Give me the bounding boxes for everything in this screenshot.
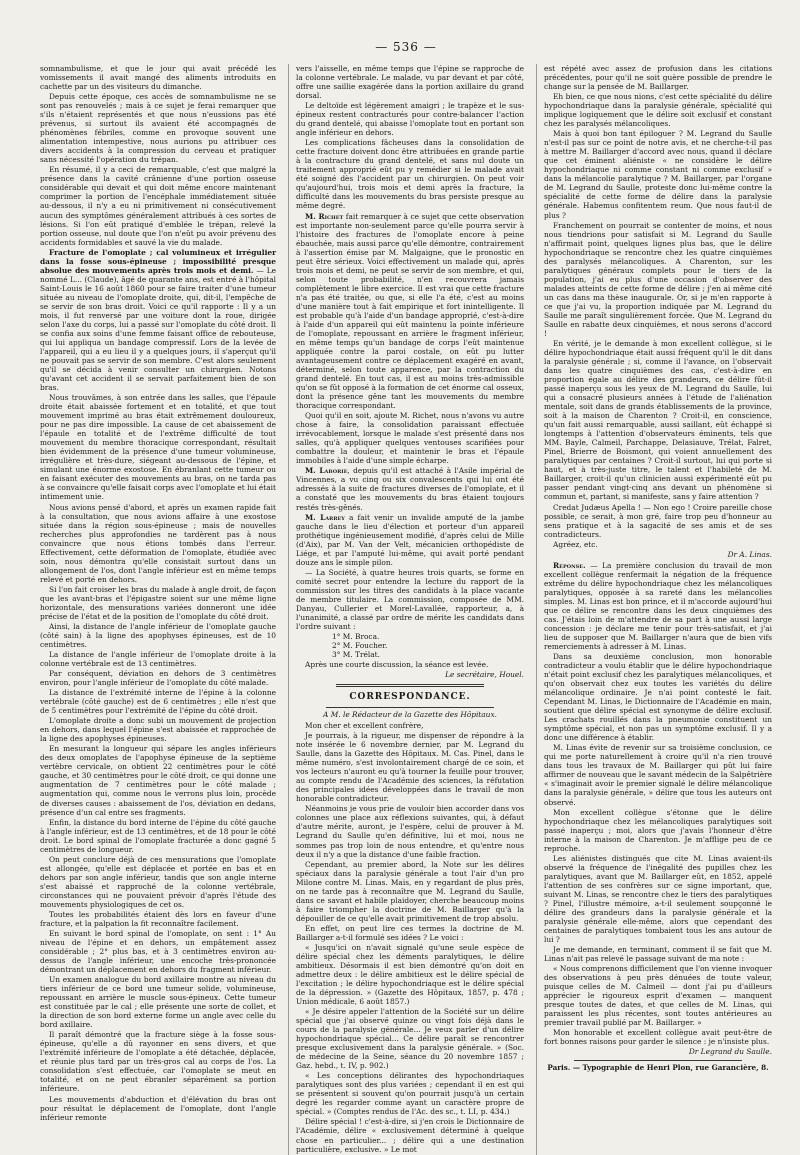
paragraph: Les mouvements d'abduction et d'élévation du bras ont pour résultat le déplacement de l'omoplate, dont l'angle inférieur remonte — [40, 1094, 276, 1122]
paragraph: La distance de l'extrémité interne de l'épine à la colonne vertébrale (côté gauche) est de 6 centimètres ; elle n'est que de 5 centimètres pour l'extrémité de l'épine du côté droit. — [40, 688, 276, 716]
paragraph: En résumé, il y a ceci de remarquable, c'est que malgré la présence dans la cavité crânienne d'une portion osseuse considérable qui devait et qui doit même encore maintenant comprimer la portion de l'encéphale immédiatement située au-dessous, il n'y a eu ni primitivement ni consécutivement aucun des symptômes généralement attribués à ces sortes de lésions. Si l'on eût pratiqué d'emblée le trépan, relevé la portion osseuse, nul doute que l'on n'eût pu avoir prévenu des accidents formidables et sauvé la vie du malade. — [40, 165, 276, 247]
paragraph-text: fait remarquer à ce sujet que cette observation est importante non-seulement parce qu'elle pourra servir à l'histoire des fractures de l'omoplate encore à peine ébauchée, mais aussi parce qu'elle démontre, contrairement à l'assertion émise par M. Malgaigne, que le pronostic en peut être sérieux. Voici effectivement un malade qui, après trois mois et demi, ne peut se servir de son membre, et qui, selon toute probabilité, n'en recouvrera jamais complètement le libre exercice. Il est vrai que cette fracture n'a pas été traitée, ou que, si elle l'a été, c'est au moins d'une manière tout à fait empirique et fort inintelligente. Il est probable qu'à l'aide d'un bandage approprié, c'est-à-dire à l'aide d'un appareil qui eût maintenu la pointe inférieure de l'omoplate, repoussant en arrière le fragment inférieur, en même temps qu'un bandage de corps l'eût maintenue appliquée contre la paroi costale, on eût pu lutter avantageusement contre ce déplacement exagéré en avant, déterminé, selon toute apparence, par la contraction du grand dentelé. En tout cas, il est au moins très-admissible qu'on se fût opposé à la formation de cet énorme cal osseux, dont la présence gêne tant les mouvements du membre thoracique correspondant. — [296, 211, 524, 411]
paragraph: Eh bien, ce que nous nions, c'est cette spécialité du délire hypochondriaque dans la paralysie générale, spécialité qui implique logiquement que le délire soit exclusif et constant chez les paralysés mélancoliques. — [544, 92, 772, 129]
paragraph: Néanmoins je vous prie de vouloir bien accorder dans vos colonnes une place aux réflexions suivantes, qui, à défaut d'autre mérite, auront, je l'espère, celui de prouver à M. Legrand du Saulle qu'en définitive, lui et moi, nous ne sommes pas trop loin de nous entendre, et qu'entre nous deux il n'y a que la distance d'une faible fraction. — [296, 804, 524, 859]
paragraph: Nous trouvâmes, à son entrée dans les salles, que l'épaule droite était abaissée fortement et en totalité, et que tout mouvement imprimé au bras était extrêmement douloureux, pour ne pas dire impossible. La cause de cet abaissement de l'épaule en totalité et de l'extrême difficulté de tout mouvement du membre thoracique correspondant, résultait bien évidemment de la présence d'une tumeur volumineuse, irrégulière et très-dure, siégeant au-dessous de l'épine, et simulant une énorme exostose. En ébranlant cette tumeur ou en faisant exécuter des mouvements au bras, on ne tarda pas à se convaincre qu'elle faisait corps avec l'omoplate et lui était intimement unie. — [40, 393, 277, 502]
list-item: 2° M. Foucher. — [332, 640, 388, 650]
paragraph: Depuis cette époque, ces accès de somnambulisme ne se sont pas renouvelés ; mais à ce sujet je ferai remarquer que s'ils n'étaient représentés et que nous n'eussions pas été prévenus, si surtout ils avaient été accompagnés de phénomènes fébriles, comme en provoque souvent une alimentation intempestive, nous aurions pu attribuer ces divers accidents à la compression du cerveau et pratiquer sans nécessité l'opération du trépan. — [40, 92, 276, 165]
paragraph: « Les conceptions délirantes des hypochondriaques paralytiques sont des plus variées ; cependant il en est qui se présentent si souvent qu'on pourrait jusqu'à un certain degré les regarder comme ayant un caractère propre de spécial. » (Comptes rendus de l'Ac. des sc., t. LI, p. 434.) — [296, 1071, 524, 1117]
divider — [574, 1060, 742, 1061]
paragraph: Cependant, au premier abord, la Note sur les délires spéciaux dans la paralysie générale a tout l'air d'un pro Milone contre M. Linas. Mais, en y regardant de plus près, on ne tarde pas à reconnaître que M. Legrand du Saulle, dans ce savant et habile plaidoyer, cherche beaucoup moins à faire triompher la doctrine de M. Baillarger qu'à la dépouiller de ce qu'elle avait primitivement de trop absolu. — [296, 859, 524, 923]
paragraph: En effet, on peut lire ces termes la doctrine de M. Baillarger a-t-il formulé ses idées ? Le voici : — [296, 923, 524, 942]
paragraph: « Jusqu'ici on n'avait signalé qu'une seule espèce de délire spécial chez les déments paralytiques, le délire ambitieux. Désormais il est bien démontré qu'on doit en admettre deux : le délire ambitieux est le délire spécial de l'excitation ; le délire hypochondriaque est le délire spécial de la dépression. » (Gazette des Hôpitaux, 1857, p. 478 ; Union médicale, 6 août 1857.) — [296, 942, 524, 1007]
paragraph: somnambulisme, et que le jour qui avait précédé les vomissements il avait mangé des aliments introduits en cachette par un des visiteurs du dimanche. — [40, 64, 276, 92]
section-title: CORRESPONDANCE. — [349, 692, 471, 703]
column-1 — [40, 64, 276, 1155]
list-item: 3° M. Trélat. — [332, 650, 380, 659]
candidate-list — [332, 632, 524, 659]
paragraph: Le deltoïde est légèrement amaigri ; le trapèze et le sus-épineux restent contracturés pour contre-balancer l'action du grand dentelé, qui abaisse l'omoplate tout en portant son angle inférieur en dehors. — [296, 101, 524, 138]
paragraph: Mon cher et excellent confrère, — [305, 721, 424, 731]
paragraph: Les aliénistes distingués que cite M. Linas avaient-ils observé la fréquence de l'inégalité des pupilles chez les paralytiques, avant que M. Baillarger eût, en 1852, appelé l'attention de ses confrères sur ce signe important, que, suivant M. Linas, se rencontre chez le tiers des paralytiques ? Pinel, l'illustre mémoire, a-t-il seulement soupçonné le délire des grandeurs dans la paralysie générale et la paralysie générale elle-même, alors que cependant des centaines de paralytiques tombaient tous les ans autour de lui ? — [544, 853, 772, 944]
text-columns — [40, 64, 772, 1154]
speaker-name: M. Larrey — [305, 512, 345, 522]
signature: Dr A. Linas. — [727, 549, 772, 559]
paragraph: Franchement on pourrait se contenter de moins, et nous nous tiendrions pour satisfait si M. Legrand du Saulle n'affirmait point, quelques lignes plus bas, que le délire hypochondriaque se rencontre chez les quatre cinquièmes des paralysés mélancoliques. A Charenton, sur les paralytiques généraux complets pour le tiers de la population, j'ai eu plus d'une occasion d'observer des malades atteints de cette forme de délire ; j'en ai même cité un cas dans ma thèse inaugurale. Or, si je m'en rapporte à ce que j'ai vu, la proportion indiquée par M. Legrand du Saulle me paraît singulièrement forcée. Que M. Legrand du Saulle en rabatte deux cinquièmes, et nous serons d'accord ! — [544, 220, 772, 338]
paragraph: Ainsi, la distance de l'angle inférieur de l'omoplate gauche (côté sain) à la ligne des apophyses épineuses, est de 10 centimètres. — [40, 621, 276, 649]
paragraph: En suivant le bord spinal de l'omoplate, on sent : 1° Au niveau de l'épine et en dehors, un empâtement assez considérable ; 2° plus bas, et à 3 centimètres environ au-dessus de l'angle inférieur, une encoche très-prononcée démontrant un déplacement en dehors du fragment inférieur. — [40, 928, 276, 975]
column-2 — [288, 64, 524, 1155]
column-3 — [536, 64, 772, 1155]
paragraph — [296, 466, 524, 511]
paragraph: Je pourrais, à la rigueur, me dispenser de répondre à la note insérée le 6 novembre dernier, par M. Legrand du Saulle, dans la Gazette des Hôpitaux. M. Cas. Pinel, dans le même numéro, s'est involontairement chargé de ce soin, et vos lecteurs n'auront eu qu'à tourner la feuille pour trouver, au compte rendu de l'Académie des sciences, la réfutation des principales idées développées dans le travail de mon honorable contradicteur. — [296, 731, 524, 804]
speaker-name: M. Richet — [305, 211, 344, 221]
paragraph: est répété avec assez de profusion dans les citations précédentes, pour qu'il ne soit guère possible de prendre le change sur la pensée de M. Baillarger. — [544, 64, 772, 92]
paragraph: Credat Judæus Apella ! — Non ego ! Croire pareille chose possible, ce serait, à mon gré, faire trop peu d'honneur au sens pratique et à la sagacité de ses amis et de ses contradicteurs. — [544, 502, 772, 539]
article-heading: Fracture de l'omoplate ; cal volumineux et irrégulier dans la fosse sous-épineuse ; impossibilité presque absolue des mouvements après trois mois et demi. — [40, 247, 276, 275]
paragraph: Toutes les probabilités étaient dès lors en faveur d'une fracture, et la palpation la fit reconnaître facilement. — [40, 909, 276, 928]
article-heading-paragraph — [40, 248, 276, 393]
speaker-name: M. Laborie — [305, 466, 348, 476]
paragraph: Enfin, la distance du bord interne de l'épine du côté gauche à l'angle inférieur, est de 13 centimètres, et de 18 pour le côté droit. Le bord spinal de l'omoplate fracturée a donc gagné 5 centimètres de longueur. — [40, 817, 276, 854]
paragraph-text: — La première conclusion du travail de mon excellent collègue renfermait la négation de la fréquence extrême du délire hypochondriaque chez les mélancoliques paralytiques, opposée à sa rareté dans les mélancolies simples. M. Linas est bon prince, et il m'accorde aujourd'hui que ce délire se rencontre dans les deux cinquièmes des cas. J'étais loin de m'attendre de sa part à une aussi large concession : je déclare me tenir pour très-satisfait, et j'ai lieu de supposer que M. Baillarger n'aura que de bien vifs remerciements à adresser à M. Linas. — [544, 560, 772, 651]
paragraph: « Nous comprenons difficilement que l'on vienne invoquer des observations à peu près dénuées de toute valeur, puisque celles de M. Calmeil — dont j'ai pu d'ailleurs apprécier le rigoureux esprit d'examen — manquent presque toutes de dates, et que celles de M. Linas, qui paraissent les plus récentes, sont toutes antérieures au premier travail publié par M. Baillarger. » — [544, 964, 772, 1028]
reply-label: Réponse. — [553, 560, 586, 570]
paragraph: Je me demande, en terminant, comment il se fait que M. Linas n'ait pas relevé le passage suivant de ma note : — [544, 945, 772, 964]
paragraph: vers l'aisselle, en même temps que l'épine se rapproche de la colonne vertébrale. Le malade, vu par devant et par côté, offre une saillie exagérée dans la portion axillaire du grand dorsal. — [296, 64, 524, 101]
divider — [326, 707, 494, 708]
list-item: 1° M. Broca. — [332, 631, 380, 641]
paragraph: Mon honorable et excellent collègue avait peut-être de fort bonnes raisons pour garder le silence : je n'insiste plus. — [544, 1028, 772, 1047]
paragraph: « Je désire appeler l'attention de la Société sur un délire spécial que j'ai observé quinze ou vingt fois déjà dans le cours de la paralysie générale... Je veux parler d'un délire hypochondriaque spécial... Ce délire paraît se rencontrer presque exclusivement dans la paralysie générale. » (Soc. de médecine de la Seine, séance du 20 novembre 1857 ; Gaz. hebd., t. IV, p. 902.) — [296, 1007, 524, 1071]
paragraph: Mais à quoi bon tant épiloguer ? M. Legrand du Saulle n'est-il pas sur ce point de notre avis, et ne cherche-t-il pas à mettre M. Baillarger d'accord avec nous, quand il déclare que cet éminent aliéniste « ne considère le délire hypochondriaque ni comme constant ni comme exclusif » dans la mélancolie paralytique ? M. Baillarger, par l'organe de M. Legrand du Saulle, proteste donc lui-même contre la spécialité de cette forme de délire dans la paralysie générale. Habemus confitentem reum. Que nous faut-il de plus ? — [544, 129, 772, 220]
printer-imprint: Paris. — Typographie de Henri Plon, rue Garancière, 8. — [547, 1063, 769, 1073]
paragraph: Quoi qu'il en soit, ajoute M. Richet, nous n'avons vu autre chose à faire, la consolidation paraissant effectuée irrévocablement, lorsque le malade s'est présenté dans nos salles, qu'à appliquer quelques ventouses scarifiées pour combattre la douleur, et maintenir le bras et l'épaule immobiles à l'aide d'une simple écharpe. — [296, 411, 524, 466]
paragraph-text: — Le nommé L... (Claude), âgé de quarante ans, est entré à l'hôpital Saint-Louis le 16 août 1860 pour se faire traiter d'une tumeur située au niveau de l'omoplate droite, qui, dit-il, l'empêche de se servir de son bras droit. Voici ce qu'il rapporte : Il y a un mois, il fut renversé par une voiture dont la roue, dirigée selon l'axe du corps, lui a passé sur l'omoplate du côté droit. Il se confia aux soins d'une femme faisant office de rebouteuse, qui lui appliqua un bandage compressif. Lors de la levée de l'appareil, qui a eu lieu il y a quelques jours, il s'aperçut qu'il ne pouvait pas se servir de son membre. C'est alors seulement qu'il se décida à venir consulter un chirurgien. Notons qu'avant cet accident il se servait parfaitement bien de son bras. — [40, 265, 276, 393]
paragraph: Dans sa deuxième conclusion, mon honorable contradicteur a voulu établir que le délire hypochondriaque n'était point exclusif chez les paralytiques mélancoliques, et qu'on observait chez eux toutes les variétés du délire mélancolique ordinaire. Je n'ai point contesté le fait. Cependant M. Linas, le Dictionnaire de l'Académie en main, soutient que délire spécial est synonyme de délire exclusif. Les crachats rouillés dans la pneumonie constituent un symptôme spécial, et non pas un symptôme exclusif. Il y a donc une différence à établir. — [544, 652, 772, 743]
paragraph: Par conséquent, déviation en dehors de 3 centimètres environ, pour l'angle inférieur de l'omoplate du côté malade. — [40, 669, 276, 688]
paragraph: Un examen analogue du bord axillaire montre au niveau du tiers inférieur de ce bord une tumeur solide, volumineuse, repoussant en arrière le muscle sous-épineux. Cette tumeur est constituée par le cal ; elle présente une sorte de collet, et la direction de son bord externe forme un angle avec celle du bord axillaire. — [40, 975, 276, 1030]
section-divider — [336, 684, 484, 687]
paragraph: En vérité, je le demande à mon excellent collègue, si le délire hypochondriaque était aussi fréquent qu'il le dit dans la paralysie générale ; si, comme il l'avance, on l'observait dans les quatre cinquièmes des cas, c'est-à-dire en proportion égale au délire des grandeurs, ce délire fût-il passé inaperçu sous les yeux de M. Legrand du Saulle, lui qui a consacré plusieurs années à l'étude de l'aliénation mentale, soit dans de grands établissements de la province, soit à la maison de Charenton ? Croit-il, en conscience, qu'un fait aussi remarquable, aussi saillant, eût échappé si longtemps à l'attention d'observateurs éminents, tels que MM. Bayle, Calmeil, Parchappe, Delasiauve, Trélat, Falret, Pinel, Brierre de Boismont, qui voient annuellement des paralytiques par centaines ? Croit-il surtout, lui qui porte si haut, et à très-juste titre, le talent et l'habileté de M. Baillarger, croit-il qu'un clinicien aussi expérimenté eût pu passer pendant vingt-cinq ans devant un phénomène si commun et, partant, si manifeste, sans y faire attention ? — [544, 338, 772, 502]
paragraph: Agréez, etc. — [553, 539, 598, 549]
paragraph: Nous avions pensé d'abord, et après un examen rapide fait à la consultation, que nous avions affaire à une exostose située dans la région sous-épineuse ; mais de nouvelles recherches plus approfondies ne tardèrent pas à nous convaincre que nous étions tombés dans l'erreur. Effectivement, cette déformation de l'omoplate, étudiée avec soin, nous démontra qu'elle consistait surtout dans un allongement de l'os, dont l'angle inférieur est en même temps relevé et porté en dehors. — [40, 502, 276, 584]
paragraph: La distance de l'angle inférieur de l'omoplate droite à la colonne vertébrale est de 13 centimètres. — [40, 650, 276, 669]
paragraph: Après une courte discussion, la séance est levée. — [305, 660, 489, 670]
letter-address: A M. le Rédacteur de la Gazette des Hôpitaux. — [323, 710, 497, 720]
paragraph: — La Société, à quatre heures trois quarts, se forme en comité secret pour entendre la lecture du rapport de la commission sur les titres des candidats à la place vacante de membre titulaire. La commission, composée de MM. Danyau, Cullerier et Morel-Lavallée, rapporteur, a, à l'unanimité, a classé par ordre de mérite les candidats dans l'ordre suivant : — [296, 567, 524, 631]
paragraph: En mesurant la longueur qui sépare les angles inférieurs des deux omoplates de l'apophyse épineuse de la septième vertèbre cervicale, on obtient 22 centimètres pour le côté gauche, et 30 centimètres pour le côté droit, ce qui donne une augmentation de 7 centimètres pour le côté malade ; augmentation qui, comme nous le verrons plus loin, procède de diverses causes : abaissement de l'os, déviation en dedans, présence d'un cal entre ses fragments. — [40, 744, 276, 817]
paragraph: Si l'on fait croiser les bras du malade à angle droit, de façon que les avant-bras et l'épigastre soient sur une même ligne horizontale, des mensurations variées donneront une idée précise de l'état et de la position de l'omoplate du côté droit. — [40, 584, 276, 621]
paragraph: On peut conclure déjà de ces mensurations que l'omoplate est allongée, qu'elle est déplacée et portée en bas et en dehors par son angle inférieur, tandis que son angle interne s'est abaissé et rapproché de la colonne vertébrale, circonstances qui ne pouvaient prévoir d'après l'étude des mouvements physiologiques de cet os. — [40, 854, 276, 909]
paragraph: Délire spécial ! c'est-à-dire, si j'en crois le Dictionnaire de l'Académie, délire « exclusivement déterminé à quelque chose en particulier... ; délire qui a une destination particulière, exclusive. » Le mot — [296, 1117, 524, 1154]
paragraph: L'omoplate droite a donc subi un mouvement de projection en dehors, dans lequel l'épine s'est abaissée et rapprochée de la ligne des apophyses épineuses. — [40, 716, 276, 744]
paragraph — [544, 561, 772, 651]
paragraph — [296, 212, 524, 411]
paragraph: M. Linas évite de revenir sur sa troisième conclusion, ce qui me porte naturellement à croire qu'il n'a rien trouvé dans tous les travaux de M. Baillarger qui pût lui faire affirmer de nouveau que le savant médecin de la Salpêtrière « s'imaginait avoir le premier signalé le délire mélancolique dans la paralysie générale, » délire que tous les auteurs ont observé. — [544, 743, 772, 807]
paragraph: Il paraît démontré que la fracture siège à la fosse sous-épineuse, qu'elle a dû rayonner en sens divers, et que l'extrémité inférieure de l'omoplate a été détachée, déplacée, et réunie plus tard par un très-gros cal au corps de l'os. La consolidation s'est effectuée, car l'omoplate se meut en totalité, et on ne peut ébranler séparément sa portion inférieure. — [40, 1030, 276, 1094]
page-number: — 536 — — [375, 40, 437, 54]
paragraph: Les complications fâcheuses dans la consolidation de cette fracture doivent donc être attribuées en grande partie à la contracture du grand dentelé, et sans nul doute un traitement approprié eût pu y remédier si le malade avait été soigné dès l'accident par un chirurgien. On peut voir qu'aujourd'hui, trois mois et demi après la fracture, la difficulté dans les mouvements du bras persiste presque au même degré. — [296, 138, 524, 211]
paragraph-text: a fait venir un invalide amputé de la jambe gauche dans le lieu d'élection et porteur d'un appareil prothétique ingénieusement modifié, d'après celui de Mille (d'Aix), par M. Van der Velt, mécanicien orthopédiste de Liége, et par l'amputé lui-même, qui avait porté pendant douze ans le simple pilon. — [296, 512, 524, 567]
paragraph — [296, 513, 524, 567]
signature: Dr Legrand du Saulle. — [688, 1047, 772, 1057]
paragraph: Mon excellent collègue s'étonne que le délire hypochondriaque chez les mélancoliques paralytiques soit passé inaperçu ; moi, alors que j'avais l'honneur d'être interne à la maison de Charenton. Je m'afflige peu de ce reproche. — [544, 807, 772, 853]
signature: Le secrétaire, Houel. — [445, 670, 524, 680]
paragraph-text: , depuis qu'il est attaché à l'Asile impérial de Vincennes, a vu cinq ou six convalescents qui lui ont été adressés à la suite de fractures diverses de l'omoplate, et il a constaté que les mouvements du bras étaient toujours restés très-gênés. — [296, 466, 524, 512]
